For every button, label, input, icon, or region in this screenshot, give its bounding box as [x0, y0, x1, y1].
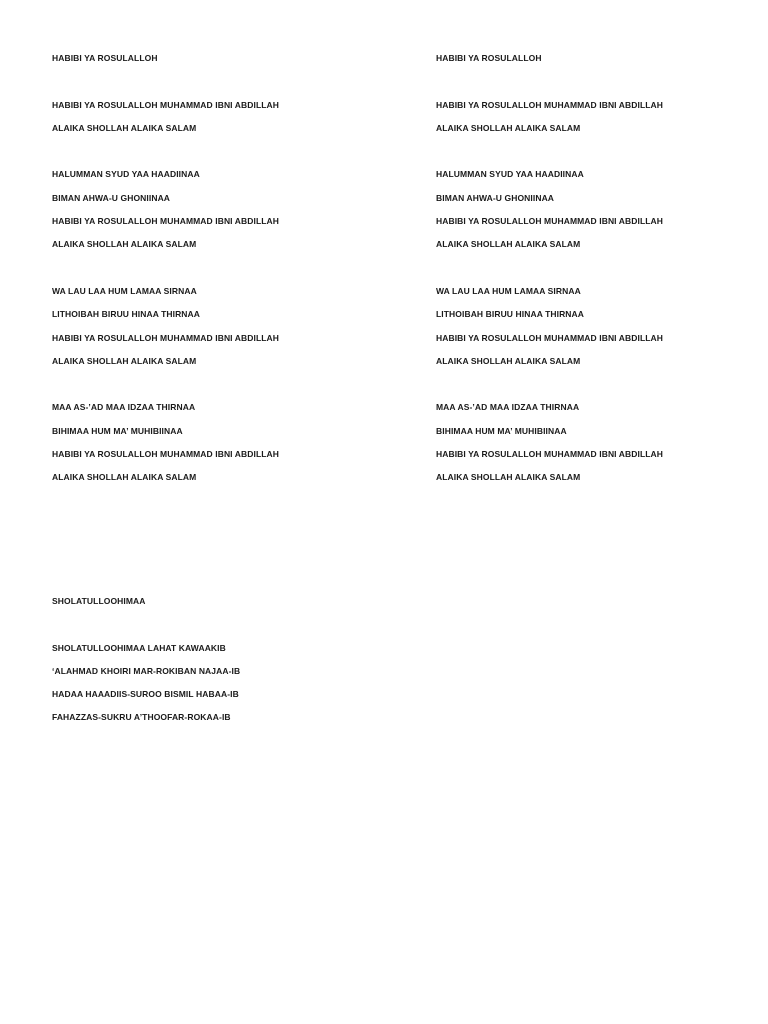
left-lyrics-column: [52, 52, 382, 518]
lyric-line: MAA AS-’AD MAA IDZAA THIRNAA: [436, 402, 580, 413]
lyric-line: HABIBI YA ROSULALLOH MUHAMMAD IBNI ABDILLAH: [436, 216, 664, 227]
left-song-title: HABIBI YA ROSULALLOH: [52, 53, 158, 63]
lyric-line: BIHIMAA HUM MA’ MUHIBIINAA: [52, 425, 183, 436]
lyric-line: ALAIKA SHOLLAH ALAIKA SALAM: [436, 355, 581, 366]
lyric-line: ALAIKA SHOLLAH ALAIKA SALAM: [436, 122, 581, 133]
left-stanza-3: [52, 285, 382, 378]
right-song-title: HABIBI YA ROSULALLOH: [436, 53, 542, 63]
lyric-line: LITHOIBAH BIRUU HINAA THIRNAA: [52, 309, 201, 320]
second-song-section: [52, 595, 452, 735]
lyric-line: HALUMMAN SYUD YAA HAADIINAA: [52, 169, 200, 180]
lyric-line: WA LAU LAA HUM LAMAA SIRNAA: [52, 285, 197, 296]
right-stanza-1: [436, 99, 766, 146]
lyric-line: BIHIMAA HUM MA’ MUHIBIINAA: [436, 425, 567, 436]
lyric-line: MAA AS-’AD MAA IDZAA THIRNAA: [52, 402, 196, 413]
lyric-line: HABIBI YA ROSULALLOH MUHAMMAD IBNI ABDILLAH: [52, 332, 280, 343]
lyric-line: WA LAU LAA HUM LAMAA SIRNAA: [436, 285, 581, 296]
right-stanza-2: [436, 168, 766, 261]
lyric-line: HABIBI YA ROSULALLOH MUHAMMAD IBNI ABDILLAH: [436, 99, 664, 110]
lyric-line: ALAIKA SHOLLAH ALAIKA SALAM: [436, 472, 581, 483]
lyric-line: BIMAN AHWA-U GHONIINAA: [436, 192, 555, 203]
lyric-line: ALAIKA SHOLLAH ALAIKA SALAM: [52, 122, 197, 133]
second-song-title: SHOLATULLOOHIMAA: [52, 596, 146, 606]
lyric-line: HABIBI YA ROSULALLOH MUHAMMAD IBNI ABDILLAH: [436, 332, 664, 343]
right-stanza-3: [436, 285, 766, 378]
lyric-line: HALUMMAN SYUD YAA HAADIINAA: [436, 169, 584, 180]
lyric-line: HABIBI YA ROSULALLOH MUHAMMAD IBNI ABDILLAH: [52, 216, 280, 227]
lyric-line: HABIBI YA ROSULALLOH MUHAMMAD IBNI ABDILLAH: [52, 449, 280, 460]
lyric-line: ALAIKA SHOLLAH ALAIKA SALAM: [52, 355, 197, 366]
lyric-line: HABIBI YA ROSULALLOH MUHAMMAD IBNI ABDILLAH: [436, 449, 664, 460]
lyric-line: BIMAN AHWA-U GHONIINAA: [52, 192, 171, 203]
right-stanza-4: [436, 401, 766, 494]
lyric-line: SHOLATULLOOHIMAA LAHAT KAWAAKIB: [52, 642, 226, 653]
lyric-line: ALAIKA SHOLLAH ALAIKA SALAM: [52, 239, 197, 250]
left-stanza-1: [52, 99, 382, 146]
left-stanza-2: [52, 168, 382, 261]
lyric-line: ALAIKA SHOLLAH ALAIKA SALAM: [436, 239, 581, 250]
lyric-line: HADAA HAAADIIS-SUROO BISMIL HABAA-IB: [52, 689, 239, 700]
lyric-line: HABIBI YA ROSULALLOH MUHAMMAD IBNI ABDILLAH: [52, 99, 280, 110]
lyric-line: ALAIKA SHOLLAH ALAIKA SALAM: [52, 472, 197, 483]
left-stanza-4: [52, 401, 382, 494]
lyric-line: LITHOIBAH BIRUU HINAA THIRNAA: [436, 309, 585, 320]
lyric-line: ‘ALAHMAD KHOIRI MAR-ROKIBAN NAJAA-IB: [52, 665, 241, 676]
right-lyrics-column: [436, 52, 766, 518]
lyric-line: FAHAZZAS-SUKRU A’THOOFAR-ROKAA-IB: [52, 712, 231, 723]
